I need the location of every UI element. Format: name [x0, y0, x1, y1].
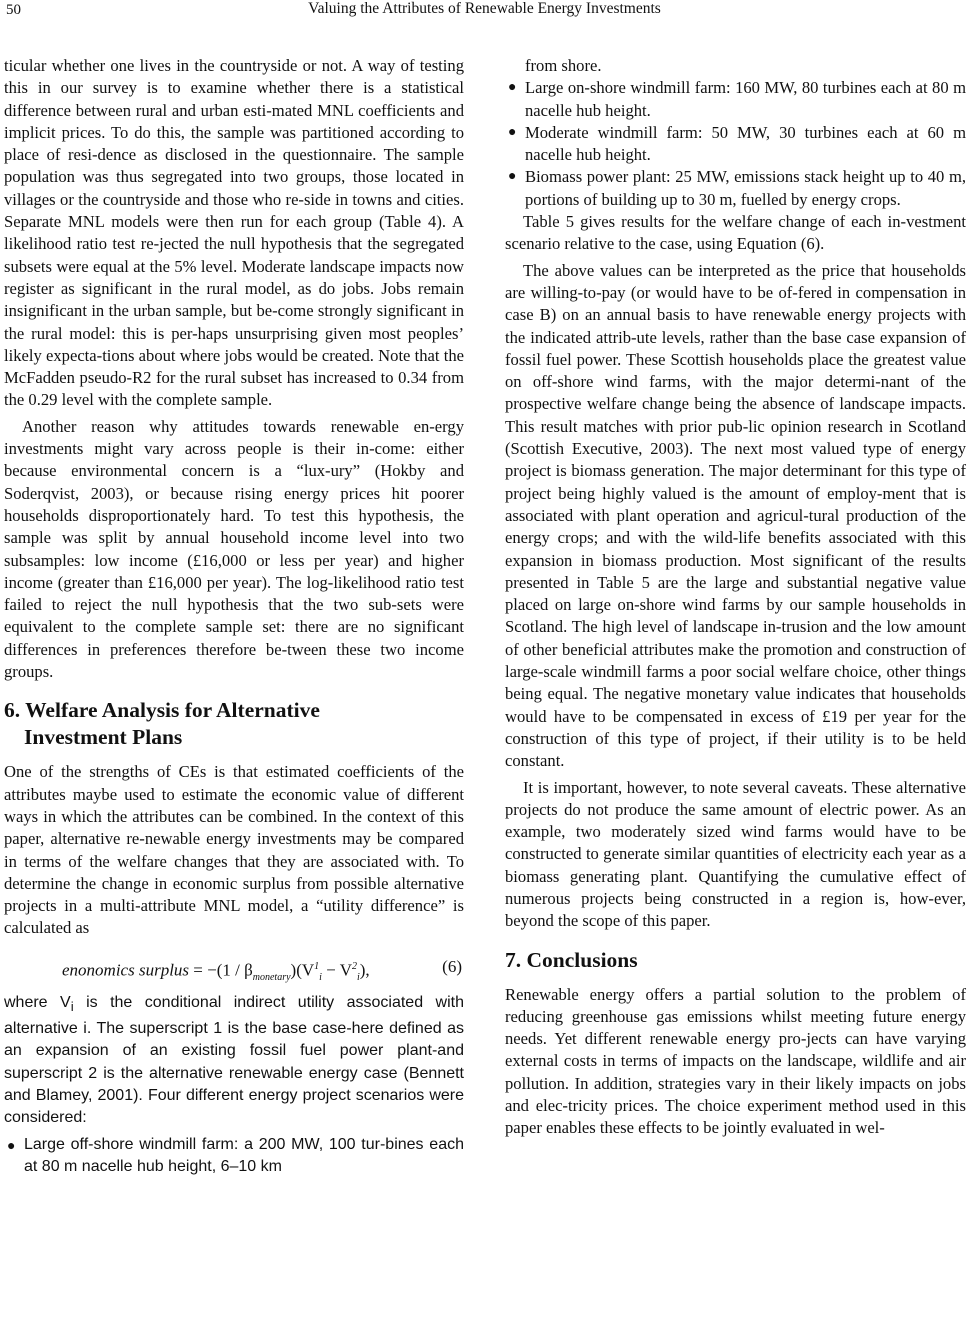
scenario-list: [4, 1134, 464, 1179]
bullet-icon: ●: [508, 169, 517, 185]
list-item: [4, 1134, 464, 1179]
scenario-list-continued: [505, 77, 966, 211]
list-item: [505, 122, 966, 167]
list-item-continuation: from shore.: [525, 56, 602, 75]
paragraph: It is important, however, to note several caveats. These alternative projects do not produce the same amount of electric power. As an example, two moderately sized wind farms would have to be constructed to generate similar quantities of electricity each year as a biomass generating plant. Quantifying the cumulative effect of numerous projects being constructed in a region is, how-ever, beyond the scope of this paper.: [505, 777, 966, 931]
bullet-icon: ●: [508, 80, 517, 96]
paragraph: ticular whether one lives in the countryside or not. A way of testing this in our survey is to examine whether there is a statistical difference between rural and urban esti-mated MNL coefficients and implicit prices. To do this, the sample was partitioned according to place of resi-dence as disclosed in the questionnaire. The sample population was thus segregated into two groups, those located in villages or the countryside and those who re-side in towns and cities. Separate MNL models were then run for each group (Table 4). A likelihood ratio test re-jected the null hypothesis that the segregated subsets were equal at the 5% level. Moderate landscape impacts now register as significant in the rural model, as do jobs. Jobs remain insignificant in the urban sample, but be-come strongly significant in the rural model: this is per-haps unsurprising given most peoples’ likely expecta-tions about where jobs would be created. Note that the McFadden pseudo-R2 for the rural subset has increased to 0.34 from the 0.29 level with the complete sample.: [4, 56, 464, 410]
list-item-text: Biomass power plant: 25 MW, emissions stack height up to 40 m, portions of building up to 30 m, fuelled by energy crops.: [525, 167, 966, 209]
bullet-icon: ●: [508, 124, 517, 140]
equation-subscript: monetary: [252, 971, 291, 983]
list-item: [505, 166, 966, 211]
section-heading-6-line1: 6. Welfare Analysis for Alternative: [4, 698, 320, 723]
page-header: [0, 0, 969, 30]
page-number: 50: [6, 2, 21, 18]
list-item-text: Large off-shore windmill farm: a 200 MW, 100 tur-bines each at 80 m nacelle hub height, 6–10 km: [24, 1135, 464, 1175]
equation-superscript: 1: [314, 960, 320, 972]
paragraph: [4, 992, 464, 1130]
paragraph: Renewable energy offers a partial solution to the problem of reducing greenhouse gas emissions whilst meeting future energy needs. Yet different renewable energy pro-jects can have varying external costs in terms of impacts on the landscape, wildlife and air pollution. In addition, strategies vary in their likely impacts on jobs and elec-tricity prices. The choice experiment method used in this paper enables these effects to be jointly evaluated in wel-: [505, 984, 966, 1138]
paragraph: The above values can be interpreted as the price that households are willing-to-pay (or would have to be of-fered in compensation in case B) on an annual basis to have renewable energy projects with the indicated attrib-ute levels, rather than the base case expansion of fossil fuel power. These Scottish households place the greatest value on off-shore wind farms, with the major determi-nant of the prospective welfare change being the absence of landscape impacts. This result matches with prior pub-lic opinion research in Scotland (Scottish Executive, 2003). The next most valued type of energy project is biomass generation. The major determinant for this type of project being highly valued is the amount of employ-ment that is associated with plant operation and agricul-tural production of the energy crops; and with the wild-life benefits associated with this expansion in biomass production. Most significant of the results presented in Table 5 are the large and substantial negative value placed on large on-shore wind farms by our sample households in Scotland. The high level of landscape in-trusion and the low amount of other beneficial attributes make the promotion and construction of large-scale windmill farms a poor social welfare choice, other things being equal. The negative monetary value indicates that households would have to be compensated in excess of £19 per year for the construction of this type of project, if their utility is to be held constant.: [505, 260, 966, 771]
list-item: [505, 77, 966, 122]
subscript: i: [70, 998, 74, 1014]
paragraph: Table 5 gives results for the welfare change of each in-vestment scenario relative to the case, using Equation (6).: [505, 212, 966, 254]
paragraph: One of the strengths of CEs is that estimated coefficients of the attributes maybe used to estimate the economic value of different ways in which the attributes can be combined. In the context of this paper, alternative re-newable energy investments may be compared in terms of the welfare changes that they are associated with. To determine the change in economic surplus from possible alternative projects in a multi-attribute MNL model, a “utility difference” is calculated as: [4, 762, 464, 938]
section-heading-6-line2: Investment Plans: [24, 725, 183, 750]
equation-subscript: i: [356, 971, 360, 983]
equation-superscript: 2: [351, 960, 357, 972]
equation-part: ),: [359, 960, 370, 980]
right-column: [505, 55, 966, 1140]
equation-part: = −(1 / β: [189, 960, 253, 980]
equation-part: )(V: [290, 960, 315, 980]
list-item-text: Large on-shore windmill farm: 160 MW, 80 turbines each at 80 m nacelle hub height.: [525, 78, 966, 120]
equation-body: [62, 956, 370, 989]
running-title: Valuing the Attributes of Renewable Energy Investments: [308, 0, 661, 17]
list-item-text: Moderate windmill farm: 50 MW, 30 turbines each at 60 m nacelle hub height.: [525, 122, 966, 165]
equation-number: (6): [442, 956, 462, 976]
text-fragment: is the conditional indirect utility associated with alternative i. The superscript 1 is the base case-here defined as an expansion of an existing fossil fuel power plant-and superscript 2 is the alternative renewable energy case (Bennett and Blamey, 2001). Four different energy project scenarios were considered:: [4, 993, 464, 1127]
bullet-icon: ●: [7, 1136, 16, 1153]
section-heading-6: [4, 697, 464, 751]
equation-6: [4, 950, 464, 984]
equation-subscript: i: [319, 971, 322, 983]
paragraph: Another reason why attitudes towards renewable en-ergy investments might vary across people is their in-come: either because environmental concern is a “lux-ury” (Hokby and Soderqvist, 2003), or because rising energy prices hit poorer households disproportionately hard. To test this hypothesis, the sample was split by annual household income level into two subsamples: low income (£16,000 or less per year) and higher income (greater than £16,000 per year). The log-likelihood ratio test failed to reject the null hypothesis that the two sub-sets were equivalent to the complete sample set: there are no significant differences in preferences therefore be-tween these two income groups.: [4, 416, 464, 682]
left-column: [4, 55, 464, 1178]
equation-lhs: enonomics surplus: [62, 960, 190, 980]
text-fragment: where V: [4, 993, 71, 1011]
section-heading-7: 7. Conclusions: [505, 947, 638, 972]
equation-part: − V: [321, 960, 352, 980]
